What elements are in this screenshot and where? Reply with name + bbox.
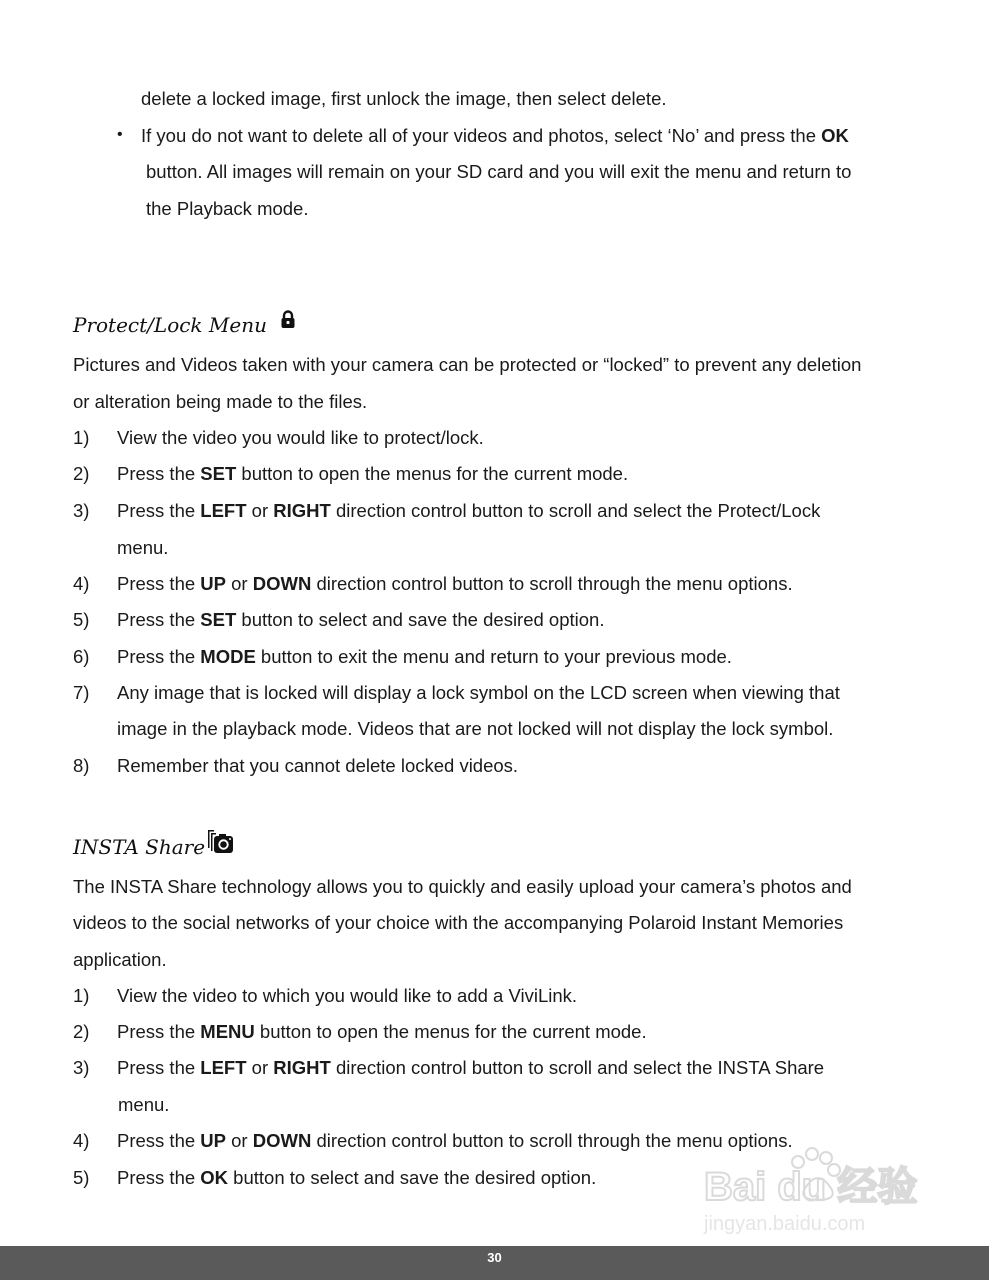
page-number: 30 bbox=[487, 1250, 502, 1265]
step-text: Press the UP or DOWN direction control button to scroll through the menu options. bbox=[117, 1130, 793, 1151]
step-number: 4) bbox=[73, 573, 90, 594]
watermark-url: jingyan.baidu.com bbox=[704, 1213, 866, 1235]
step-text-continued: menu. bbox=[118, 1094, 170, 1115]
step-number: 2) bbox=[73, 463, 90, 484]
section-heading-insta: INSTA Share bbox=[73, 835, 206, 859]
step-text: View the video to which you would like to add a ViviLink. bbox=[117, 985, 578, 1006]
step-text: Press the LEFT or RIGHT direction control button to scroll and select the Protect/Lock bbox=[117, 500, 821, 521]
paragraph-line: delete a locked image, first unlock the image, then select delete. bbox=[141, 88, 667, 109]
step-number: 5) bbox=[73, 1167, 90, 1188]
step-number: 5) bbox=[73, 609, 90, 630]
protect-intro-line1: Pictures and Videos taken with your camera can be protected or “locked” to prevent any deletion bbox=[73, 354, 862, 375]
step-text: Press the SET button to open the menus for the current mode. bbox=[117, 463, 629, 484]
step-number: 4) bbox=[73, 1130, 90, 1151]
protect-intro-line2: or alteration being made to the files. bbox=[73, 391, 368, 412]
step-text: Remember that you cannot delete locked videos. bbox=[117, 755, 519, 776]
bullet-text-line2: button. All images will remain on your SD card and you will exit the menu and return to bbox=[146, 161, 852, 182]
step-text: Press the MODE button to exit the menu and return to your previous mode. bbox=[117, 646, 732, 667]
section-heading-protect: Protect/Lock Menu bbox=[73, 313, 267, 337]
step-number: 6) bbox=[73, 646, 90, 667]
step-text: Press the SET button to select and save the desired option. bbox=[117, 609, 605, 630]
bullet-text-line3: the Playback mode. bbox=[146, 198, 309, 219]
step-text-continued: menu. bbox=[117, 537, 169, 558]
step-text-continued: image in the playback mode. Videos that are not locked will not display the lock symbol. bbox=[117, 718, 834, 739]
step-number: 1) bbox=[73, 427, 90, 448]
step-text: Any image that is locked will display a lock symbol on the LCD screen when viewing that bbox=[117, 682, 840, 703]
baidu-watermark-logo bbox=[700, 1140, 940, 1240]
step-text: Press the OK button to select and save the desired option. bbox=[117, 1167, 597, 1188]
step-text: Press the LEFT or RIGHT direction control button to scroll and select the INSTA Share bbox=[117, 1057, 825, 1078]
bullet-dot: • bbox=[117, 126, 123, 143]
insta-intro-line3: application. bbox=[73, 949, 167, 970]
step-text: Press the UP or DOWN direction control button to scroll through the menu options. bbox=[117, 573, 793, 594]
step-number: 2) bbox=[73, 1021, 90, 1042]
step-text: Press the MENU button to open the menus for the current mode. bbox=[117, 1021, 647, 1042]
step-number: 3) bbox=[73, 1057, 90, 1078]
watermark-brand: Bai du 经验 bbox=[704, 1165, 918, 1209]
step-text: View the video you would like to protect/lock. bbox=[117, 427, 484, 448]
insta-intro-line1: The INSTA Share technology allows you to quickly and easily upload your camera’s photos and bbox=[73, 876, 852, 897]
step-number: 8) bbox=[73, 755, 90, 776]
step-number: 7) bbox=[73, 682, 90, 703]
lock-icon bbox=[280, 310, 296, 329]
insta-share-icon bbox=[205, 828, 235, 856]
insta-intro-line2: videos to the social networks of your choice with the accompanying Polaroid Instant Memories bbox=[73, 912, 844, 933]
page-footer bbox=[0, 1246, 989, 1280]
step-number: 1) bbox=[73, 985, 90, 1006]
step-number: 3) bbox=[73, 500, 90, 521]
bullet-text-line1: If you do not want to delete all of your videos and photos, select ‘No’ and press the OK bbox=[141, 125, 849, 146]
